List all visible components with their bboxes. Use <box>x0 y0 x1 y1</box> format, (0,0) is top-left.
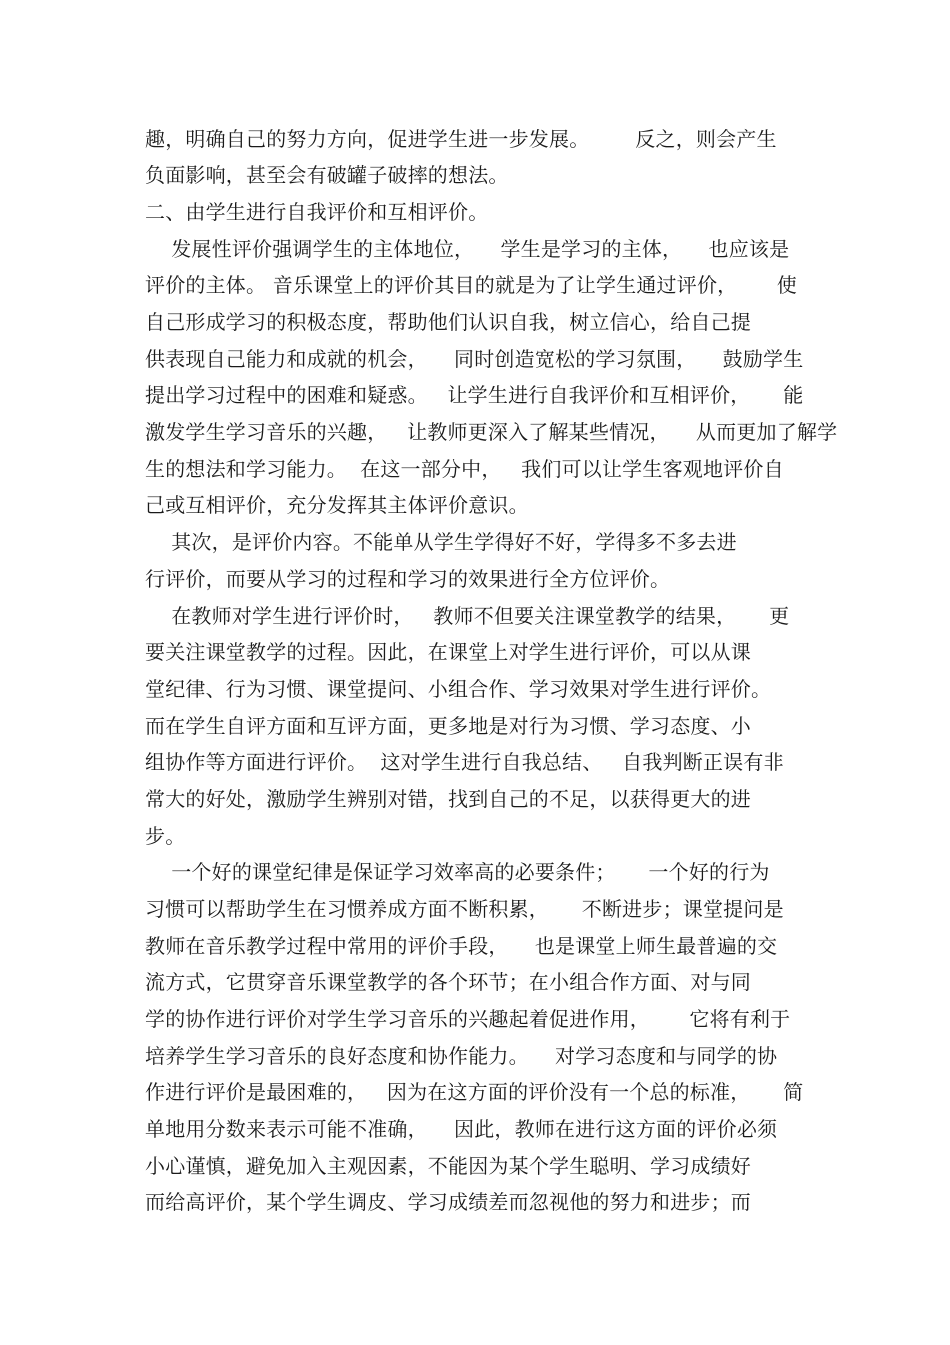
text-line: 组协作等方面进行评价。 这对学生进行自我总结、 自我判断正误有非 <box>145 750 784 774</box>
text-line: 自己形成学习的积极态度，帮助他们认识自我，树立信心，给自己提 <box>145 310 751 334</box>
text-line: 负面影响，甚至会有破罐子破摔的想法。 <box>145 163 509 187</box>
text-line: 要关注课堂教学的过程。因此，在课堂上对学生进行评价，可以从课 <box>145 640 751 664</box>
text-line: 培养学生学习音乐的良好态度和协作能力。 对学习态度和与同学的协 <box>145 1044 778 1068</box>
text-line: 而给高评价，某个学生调皮、学习成绩差而忽视他的努力和进步；而 <box>145 1190 751 1214</box>
section-heading: 二、由学生进行自我评价和互相评价。 <box>145 200 489 224</box>
text-line: 生的想法和学习能力。 在这一部分中， 我们可以让学生客观地评价自 <box>145 457 784 481</box>
text-line: 流方式，它贯穿音乐课堂教学的各个环节；在小组合作方面、对与同 <box>145 970 751 994</box>
text-line: 行评价，而要从学习的过程和学习的效果进行全方位评价。 <box>145 567 671 591</box>
text-line: 而在学生自评方面和互评方面，更多地是对行为习惯、学习态度、小 <box>145 714 751 738</box>
text-line: 单地用分数来表示可能不准确， 因此，教师在进行这方面的评价必须 <box>145 1117 778 1141</box>
text-line: 堂纪律、行为习惯、课堂提问、小组合作、学习效果对学生进行评价。 <box>145 677 772 701</box>
text-line: 提出学习过程中的困难和疑惑。 让学生进行自我评价和互相评价， 能 <box>145 383 804 407</box>
text-line: 步。 <box>145 824 186 848</box>
text-line: 激发学生学习音乐的兴趣， 让教师更深入了解某些情况， 从而更加了解学 <box>145 420 838 444</box>
text-line: 己或互相评价，充分发挥其主体评价意识。 <box>145 493 529 517</box>
text-line: 评价的主体。 音乐课堂上的评价其目的就是为了让学生通过评价， 使 <box>145 273 797 297</box>
text-line: 作进行评价是最困难的， 因为在这方面的评价没有一个总的标准， 简 <box>145 1080 804 1104</box>
text-line: 供表现自己能力和成就的机会， 同时创造宽松的学习氛围， 鼓励学生 <box>145 347 804 371</box>
text-line: 在教师对学生进行评价时， 教师不但要关注课堂教学的结果， 更 <box>145 604 790 628</box>
text-line: 趣，明确自己的努力方向，促进学生进一步发展。 反之，则会产生 <box>145 127 777 151</box>
text-line: 发展性评价强调学生的主体地位， 学生是学习的主体， 也应该是 <box>145 237 790 261</box>
text-line: 学的协作进行评价对学生学习音乐的兴趣起着促进作用， 它将有利于 <box>145 1007 791 1031</box>
text-line: 教师在音乐教学过程中常用的评价手段， 也是课堂上师生最普遍的交 <box>145 934 778 958</box>
text-line: 一个好的课堂纪律是保证学习效率高的必要条件； 一个好的行为 <box>145 860 770 884</box>
text-line: 习惯可以帮助学生在习惯养成方面不断积累， 不断进步；课堂提问是 <box>145 897 784 921</box>
text-line: 其次，是评价内容。不能单从学生学得好不好，学得多不多去进 <box>145 530 737 554</box>
text-line: 常大的好处，激励学生辨别对错，找到自己的不足，以获得更大的进 <box>145 787 751 811</box>
text-line: 小心谨慎，避免加入主观因素，不能因为某个学生聪明、学习成绩好 <box>145 1154 751 1178</box>
